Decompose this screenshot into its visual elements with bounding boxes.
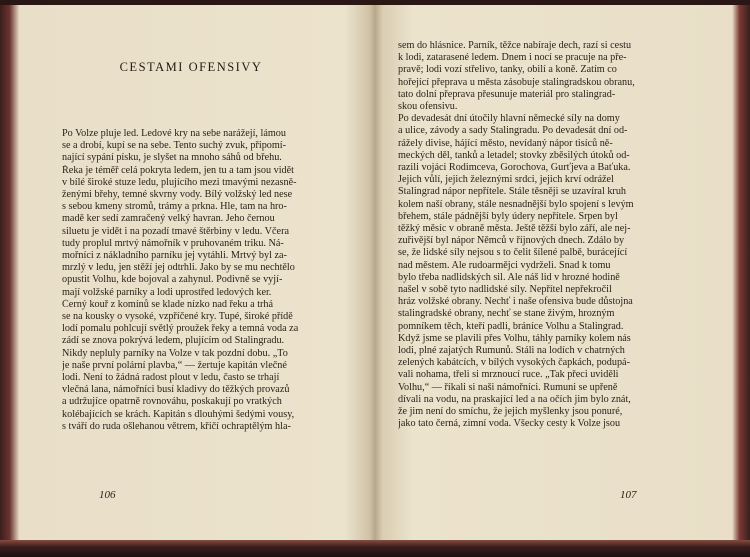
text-line: opustit Volhu, kde bojoval a zahynul. Podivně se vyjí-	[62, 274, 283, 286]
text-line: bylo třeba nadlidských sil. Ale náš lid v hrozné hodině	[398, 271, 620, 283]
text-line: vali nohama, třeli si mrznoucí ruce. „Tak přeci uviděli	[398, 369, 619, 381]
right-page	[398, 0, 698, 540]
left-page-number: 106	[99, 489, 116, 501]
text-line: mořníci z nákladního parníku jej vytáhli. Mrtvý byl za-	[62, 250, 287, 262]
text-line: stalingradské obrany, nechť se stane živým, hrozným	[398, 308, 615, 320]
text-line: ženými břehy, temné skvrny vody. Bílý volžský led nese	[62, 189, 293, 201]
text-line: Řeka je téměř celá pokryta ledem, jen tu a tam jsou vidět	[62, 164, 294, 176]
text-line: mají volžské parníky a lodi uprostřed ledových ker.	[62, 286, 272, 298]
text-line: Stalingrad nápor nepřítele. Stále těsněji se uzavíral kruh	[398, 186, 627, 198]
text-line: Jejich vůlí, jejich železnými srdci, jejich krví odrážel	[398, 174, 614, 186]
text-line: Černý kouř z komínů se klade nízko nad řeku a trhá	[62, 298, 274, 310]
text-line: a ulice, závody a sady Stalingradu. Po devadesát dní od-	[398, 125, 628, 137]
text-line: s sebou kmeny stromů, trámy a prkna. Hle, tam na hro-	[62, 201, 287, 213]
text-line: a udržujíce opatrně rovnováhu, poskakují po vratkých	[62, 396, 282, 408]
text-line: je naše první polární plavba,“ — žertuje kapitán vlečné	[62, 359, 287, 371]
text-line: kolébajících se krách. Kapitán s dlouhými šedými vousy,	[62, 408, 295, 420]
text-line: Volhu,“ — říkali si naši námořníci. Rumuni se upřeně	[398, 381, 618, 393]
book-cover-bottom-edge	[0, 540, 750, 557]
text-line: hořející přeprava u města zásobuje stalingradskou obranu,	[398, 76, 635, 88]
text-line: dívali na vodu, na praskající led a na očích jim bylo znát,	[398, 393, 631, 405]
text-line: razili vojáci Rodimceva, Gorochova, Gurťjeva a Baťuka.	[398, 162, 631, 174]
text-line: že jim není do smíchu, že jejich myšlenky jsou ponuré,	[398, 406, 623, 418]
text-line: Nikdy neplulу parníky na Volze v tak pozdní dobu. „To	[62, 347, 288, 359]
text-line: mrzlý v ledu, jen stěží jej odtrhli. Jako by se mu nechtělo	[62, 262, 295, 274]
text-line: vlečná lana, námořníci busí kladivy do těžkých provazů	[62, 384, 290, 396]
text-line: rážely divise, hájící město, nevídaný nápor tisíců ně-	[398, 137, 613, 149]
text-line: se, že lidské síly nejsou s to čelit šílené palbě, burácející	[398, 247, 628, 259]
right-page-number: 107	[620, 489, 637, 501]
right-page-text	[398, 40, 698, 431]
text-line: se na kousky o vysoké, vzpříčené kry. Tupé, široké přídě	[62, 311, 293, 323]
text-line: k lodi, zatarasené ledem. Dnem i nocí se pracuje na pře-	[398, 52, 627, 64]
text-line: skou ofensivu.	[398, 101, 458, 113]
text-line: těžký měsíc v obraně města. Ještě těžší bylo září, ale nej-	[398, 223, 631, 235]
text-line: Po Volze pluje led. Ledové kry na sebe narážejí, lámou	[62, 128, 286, 139]
text-line: lodí pomalu pohlcují světlý proužek řeky a temná voda za	[62, 323, 299, 335]
text-line: meckých děl, tanků a letadel; stovky zběsilých útoků od-	[398, 149, 630, 161]
text-line: kolem naší obrany, stále nesnadnější bylo spojení s levým	[398, 198, 634, 210]
text-line: pravě; lodi vozí střelivo, tanky, obilí a koně. Zatím co	[398, 64, 617, 76]
text-line: zuřivější byl nápor Němců v říjnových dnech. Zdálo by	[398, 235, 625, 247]
text-line: lodi. Není to žádná radost plout v ledu, často se trhají	[62, 372, 280, 384]
text-line: tato dolní přeprava přesunuje materiál pro stalingrad-	[398, 88, 616, 100]
text-line: hráz volžské obrany. Nechť i naše ofensiva bude důstojna	[398, 296, 633, 308]
text-line: pomníkem těch, kteří padli, bráníce Volhu a Stalingrad.	[398, 320, 624, 332]
text-line: našel v sobě tyto nadlidské síly. Nepřítel nepřekročil	[398, 284, 612, 296]
text-line: zelených kabátcích, v bílých vysokých čapkách, podupá-	[398, 357, 630, 369]
text-line: v bílé široké stuze ledu, plujícího mezi tmavými nezasně-	[62, 176, 297, 188]
text-line: nad městem. Ale rudoarmějci vydrželi. Snad k tomu	[398, 259, 611, 271]
text-line: lodi, plné zajatých Rumunů. Stáli na lodích v chatrných	[398, 345, 625, 357]
text-line: břehem, stále pádnější byly údery nepřítele. Srpen byl	[398, 210, 618, 222]
text-line: tudy proplul mrtvý námořník v pruhovaném triku. Ná-	[62, 237, 284, 249]
chapter-title: CESTAMI OFENSIVY	[119, 60, 263, 74]
text-line: zádí se znova pokrývá ledem, plujícím od Stalingradu.	[62, 335, 285, 347]
text-line: nající sypání písku, je slyšet na mnoho sáhů od břehu.	[62, 152, 282, 164]
text-line: Po devadesát dní útočily hlavní německé síly na domy	[398, 113, 620, 125]
text-line: Když jsme se plavili přes Volhu, táhly parníky kolem nás	[398, 332, 631, 344]
text-line: se a drobí, kupí se na sebe. Tento suchý zvuk, připomí-	[62, 140, 287, 152]
text-line: madě ker sedí zamračený velký havran. Jeho černou	[62, 213, 275, 225]
text-line: jako tato černá, zimní voda. Všecky cesty k Volze jsou	[398, 418, 621, 430]
left-page	[26, 0, 356, 540]
text-line: sem do hlásnice. Parník, těžce nabíraje dech, razí si cestu	[398, 40, 632, 51]
text-line: s tváří do ruda ošlehanou větrem, křičí ochraptělým hla-	[62, 420, 291, 432]
text-line: siluetu je vidět i na pozadí tmavé štěrbiny v ledu. Včera	[62, 225, 289, 237]
left-page-text	[62, 128, 360, 433]
